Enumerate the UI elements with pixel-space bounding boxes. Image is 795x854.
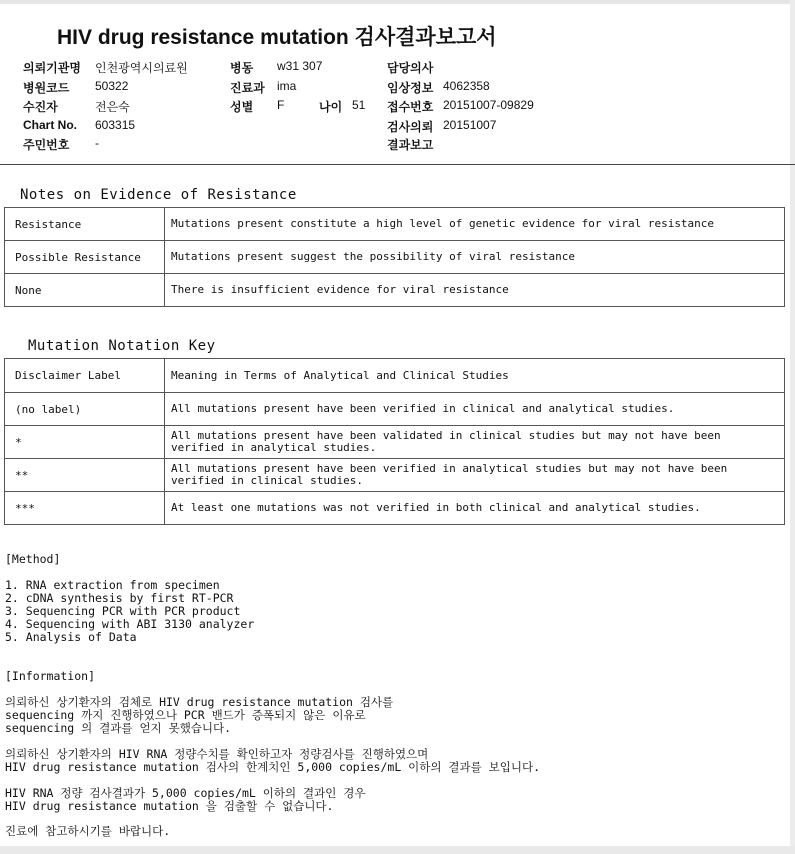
- evidence-heading: Notes on Evidence of Resistance: [20, 187, 297, 203]
- info-label: 주민번호: [23, 138, 70, 152]
- info-sex: [230, 98, 253, 115]
- evidence-label: Possible Resistance: [5, 241, 165, 274]
- info-paragraph-line: HIV drug resistance mutation 검사의 한계치인 5,000 copies/mL 이하의 결과를 보입니다.: [5, 760, 541, 774]
- info-receipt-no: [387, 98, 433, 115]
- bottom-band: [0, 846, 795, 854]
- evidence-table: [4, 207, 785, 307]
- info-institution-value: 인천광역시의료원: [95, 61, 188, 75]
- info-label: 수진자: [23, 100, 58, 114]
- table-row: [5, 459, 785, 492]
- info-label: 진료과: [230, 81, 265, 95]
- info-receipt-no-value: 20151007-09829: [443, 98, 534, 112]
- info-label: 임상정보: [387, 81, 434, 95]
- info-request-date-value: 20151007: [443, 118, 497, 132]
- info-chart-no: [23, 118, 77, 132]
- notation-label: Disclaimer Label: [5, 359, 165, 393]
- evidence-text: There is insufficient evidence for viral resistance: [165, 274, 785, 307]
- evidence-text: Mutations present constitute a high level of genetic evidence for viral resistance: [165, 208, 785, 241]
- notation-text: All mutations present have been verified in clinical and analytical studies.: [165, 393, 785, 426]
- table-row: [5, 359, 785, 393]
- info-label: 의뢰기관명: [23, 61, 81, 75]
- info-paragraph-line: 의뢰하신 상기환자의 검체로 HIV drug resistance mutation 검사를: [5, 695, 394, 709]
- notation-text: All mutations present have been verified in analytical studies but may not have been verified in clinical studies.: [165, 459, 785, 492]
- info-age: [319, 98, 342, 115]
- notation-label: ***: [5, 492, 165, 525]
- info-sex-value: F: [277, 98, 285, 112]
- notation-label: (no label): [5, 393, 165, 426]
- table-row: [5, 393, 785, 426]
- info-doctor: [387, 59, 433, 76]
- table-row: [5, 426, 785, 459]
- info-label: 병동: [230, 61, 254, 75]
- table-row: [5, 492, 785, 525]
- info-resident-no: [23, 136, 69, 153]
- table-row: [5, 241, 785, 274]
- info-clinical: [387, 79, 433, 96]
- method-step: 2. cDNA synthesis by first RT-PCR: [5, 591, 234, 605]
- info-resident-no-value: -: [95, 136, 99, 150]
- info-report-date: [387, 136, 433, 153]
- info-label: 결과보고: [387, 138, 434, 152]
- info-label: 접수번호: [387, 100, 434, 114]
- info-hospital-code-value: 50322: [95, 79, 129, 93]
- info-clinical-value: 4062358: [443, 79, 490, 93]
- info-request-date: [387, 118, 433, 135]
- info-patient-value: 전은숙: [95, 100, 130, 114]
- info-hospital-code: [23, 79, 69, 96]
- notation-text: Meaning in Terms of Analytical and Clinical Studies: [165, 359, 785, 393]
- notation-table: [4, 358, 785, 525]
- info-paragraph-line: sequencing 의 결과를 얻지 못했습니다.: [5, 721, 232, 735]
- notation-heading: Mutation Notation Key: [28, 338, 216, 354]
- information-heading: [Information]: [5, 669, 96, 683]
- notation-label: *: [5, 426, 165, 459]
- info-age-value: 51: [352, 98, 366, 112]
- info-ward: [230, 59, 253, 76]
- right-scroll-band: [790, 0, 795, 854]
- top-band: [0, 0, 795, 4]
- table-row: [5, 274, 785, 307]
- info-paragraph-line: sequencing 까지 진행하였으나 PCR 밴드가 증폭되지 않은 이유로: [5, 708, 366, 722]
- info-department: [230, 79, 265, 96]
- notation-text: At least one mutations was not verified in both clinical and analytical studies.: [165, 492, 785, 525]
- table-row: [5, 208, 785, 241]
- info-label: 병원코드: [23, 81, 70, 95]
- info-closing-line: 진료에 참고하시기를 바랍니다.: [5, 824, 171, 838]
- info-department-value: ima: [277, 79, 297, 93]
- method-step: 3. Sequencing PCR with PCR product: [5, 604, 241, 618]
- evidence-label: None: [5, 274, 165, 307]
- evidence-text: Mutations present suggest the possibility of viral resistance: [165, 241, 785, 274]
- info-ward-value: w31 307: [277, 59, 323, 73]
- info-label: 담당의사: [387, 61, 434, 75]
- header-divider: [0, 164, 795, 165]
- method-step: 1. RNA extraction from specimen: [5, 578, 220, 592]
- info-label: 검사의뢰: [387, 120, 434, 134]
- info-label: 나이: [319, 100, 343, 114]
- evidence-label: Resistance: [5, 208, 165, 241]
- notation-label: **: [5, 459, 165, 492]
- method-heading: [Method]: [5, 552, 61, 566]
- info-paragraph-line: HIV RNA 정량 검사결과가 5,000 copies/mL 이하의 결과인 경우: [5, 786, 366, 800]
- method-step: 5. Analysis of Data: [5, 630, 137, 644]
- report-title: HIV drug resistance mutation 검사결과보고서: [57, 26, 497, 49]
- info-chart-no-value: 603315: [95, 118, 136, 132]
- info-label: 성별: [230, 100, 254, 114]
- info-paragraph-line: 의뢰하신 상기환자의 HIV RNA 정량수치를 확인하고자 정량검사를 진행하였으며: [5, 747, 429, 761]
- info-institution: [23, 59, 81, 76]
- info-patient: [23, 98, 58, 115]
- notation-text: All mutations present have been validated in clinical studies but may not have been verified in analytical studies.: [165, 426, 785, 459]
- method-step: 4. Sequencing with ABI 3130 analyzer: [5, 617, 255, 631]
- info-label: Chart No.: [23, 118, 77, 132]
- info-paragraph-line: HIV drug resistance mutation 을 검출할 수 없습니다.: [5, 799, 334, 813]
